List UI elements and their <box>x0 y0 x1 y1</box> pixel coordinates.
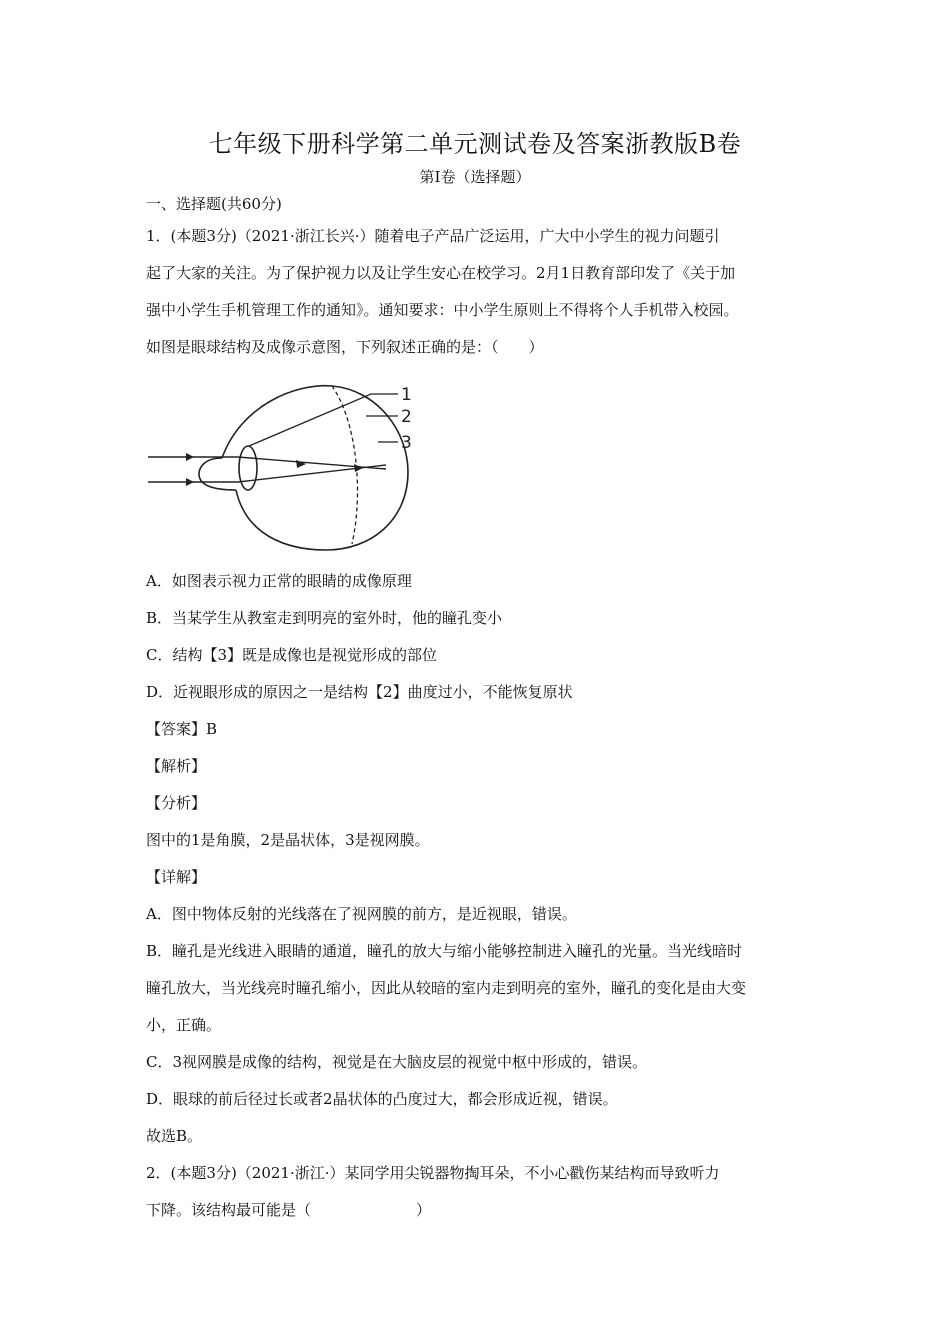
pointer-line-1 <box>249 394 398 446</box>
refracted-ray-lower <box>238 465 386 482</box>
question-2-stem-line: 下降。该结构最可能是（ ） <box>146 1201 432 1219</box>
fenxi-text: 图中的1是角膜，2是晶状体，3是视网膜。 <box>146 831 430 849</box>
figure-label-3: 3 <box>401 433 412 453</box>
question-1-stem-line: 1．(本题3分)（2021·浙江长兴·）随着电子产品广泛运用，广大中小学生的视力问题引 <box>146 227 720 245</box>
arrow-icon <box>354 464 363 472</box>
detail-line: A．图中物体反射的光线落在了视网膜的前方，是近视眼，错误。 <box>146 905 577 923</box>
document-subtitle: 第I卷（选择题） <box>419 168 531 186</box>
arrow-icon <box>186 478 194 486</box>
question-1-stem <box>146 218 811 366</box>
fenxi-heading: 【分析】 <box>146 794 207 812</box>
question-1-stem-line: 如图是眼球结构及成像示意图，下列叙述正确的是：（ ） <box>146 338 544 356</box>
option-d: D．近视眼形成的原因之一是结构【2】曲度过小，不能恢复原状 <box>146 683 573 701</box>
answer-line: 【答案】B <box>146 720 218 738</box>
lens-shape <box>239 446 257 490</box>
arrow-icon <box>186 453 194 461</box>
detail-line: 瞳孔放大，当光线亮时瞳孔缩小，因此从较暗的室内走到明亮的室外，瞳孔的变化是由大变 <box>146 979 747 997</box>
question-2-stem-line: 2．(本题3分)（2021·浙江·）某同学用尖锐器物掏耳朵，不小心戳伤某结构而导致听力 <box>146 1164 720 1182</box>
figure-label-2: 2 <box>401 407 412 427</box>
eyeball-diagram <box>146 380 416 555</box>
question-1-body <box>146 563 811 1229</box>
option-c: C．结构【3】既是成像也是视觉形成的部位 <box>146 646 438 664</box>
detail-line: 故选B。 <box>146 1127 203 1145</box>
detail-line: D．眼球的前后径过长或者2晶状体的凸度过大，都会形成近视，错误。 <box>146 1090 618 1108</box>
analysis-heading: 【解析】 <box>146 757 207 775</box>
question-1-stem-line: 起了大家的关注。为了保护视力以及让学生安心在校学习。2月1日教育部印发了《关于加 <box>146 264 736 282</box>
arrow-icon <box>296 460 306 468</box>
document-title: 七年级下册科学第二单元测试卷及答案浙教版B卷 <box>208 130 742 158</box>
detail-line: C．3视网膜是成像的结构，视觉是在大脑皮层的视觉中枢中形成的，错误。 <box>146 1053 648 1071</box>
option-a: A．如图表示视力正常的眼睛的成像原理 <box>146 572 412 590</box>
cornea-outline <box>199 458 236 490</box>
detail-heading: 【详解】 <box>146 868 207 886</box>
detail-line: 小，正确。 <box>146 1016 222 1034</box>
figure-label-1: 1 <box>401 385 412 405</box>
option-b: B．当某学生从教室走到明亮的室外时，他的瞳孔变小 <box>146 609 503 627</box>
section-heading: 一、选择题(共60分) <box>146 195 282 213</box>
detail-line: B．瞳孔是光线进入眼睛的通道，瞳孔的放大与缩小能够控制进入瞳孔的光量。当光线暗时 <box>146 942 743 960</box>
question-1-stem-line: 强中小学生手机管理工作的通知》。通知要求：中小学生原则上不得将个人手机带入校园。 <box>146 301 739 319</box>
